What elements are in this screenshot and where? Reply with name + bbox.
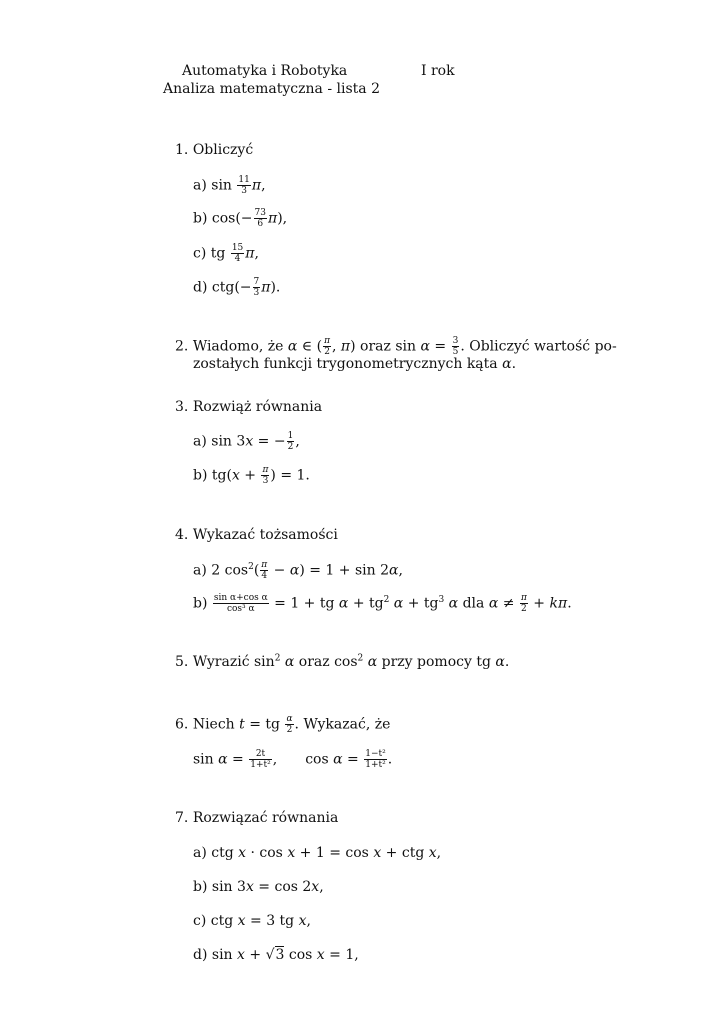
problem-3a: a) sin 3x = − $\frac{1}{2}$ ,: [193, 431, 300, 452]
problem-1c: c) tg $\frac{15}{4}$ π,: [193, 243, 259, 264]
fraction: $\frac{\text{sin α+cos α}}{\text{cos³ α}}$: [213, 593, 268, 614]
problem-4a: a) 2 $\cos^2$( $\frac{\pi}{4}$ − α) = 1 + sin 2α,: [193, 560, 403, 581]
problem-4-heading: 4. Wykazać tożsamości: [175, 527, 338, 543]
problem-6-heading: 6. Niech t = tg $\frac{\alpha}{2}$ . Wykazać, że: [175, 714, 391, 735]
fraction: $\frac{3}{5}$: [452, 336, 459, 357]
fraction: $\frac{11}{3}$: [238, 175, 250, 196]
problem-1a: a) sin $\frac{11}{3}$ π,: [193, 175, 266, 196]
problem-2-line-1: 2. Wiadomo, że α ∈ ( $\frac{\pi}{2}$ , π) oraz sin α = $\frac{3}{5}$ . Obliczyć wartość po-: [175, 336, 617, 357]
fraction: $\frac{\pi}{3}$: [262, 465, 269, 486]
fraction: $\frac{\pi}{4}$: [261, 560, 268, 581]
course-title: Analiza matematyczna - lista 2: [163, 81, 380, 97]
problem-7d: d) sin x + √3 cos x = 1,: [193, 947, 359, 963]
problem-4b: b) $\frac{\text{sin α+cos α}}{\text{cos³ α}}$ = 1 + tg $\alpha + tg^2$ $\alpha + tg^3$ α dla α ≠ $\frac{\pi}{2}$ + kπ.: [193, 593, 572, 614]
program-name: Automatyka i Robotyka: [182, 63, 348, 79]
fraction: $\frac{7}{3}$: [253, 277, 260, 298]
fraction: $\frac{2t}{\text{1+t²}}$: [250, 749, 271, 770]
fraction: $\frac{73}{6}$: [254, 208, 266, 229]
fraction: $\frac{15}{4}$: [231, 243, 244, 264]
fraction: $\frac{\text{1−t²}}{\text{1+t²}}$: [365, 749, 386, 770]
problem-7b: b) sin 3x = cos 2x,: [193, 879, 324, 895]
fraction: $\frac{\pi}{2}$: [520, 593, 527, 614]
problem-7-heading: 7. Rozwiązać równania: [175, 810, 339, 826]
problem-2-line-2: zostałych funkcji trygonometrycznych kąta α.: [193, 356, 517, 372]
year-label: I rok: [421, 63, 455, 79]
fraction: $\frac{\alpha}{2}$: [286, 714, 293, 735]
problem-6-formulas: sin α = $\frac{2t}{\text{1+t²}}$ , cos α = $\frac{\text{1−t²}}{\text{1+t²}}$ .: [193, 749, 393, 770]
fraction: $\frac{\pi}{2}$: [324, 336, 331, 357]
problem-7a: a) ctg x · cos x + 1 = cos x + ctg x,: [193, 845, 442, 861]
fraction: $\frac{1}{2}$: [287, 431, 294, 452]
problem-3b: b) tg(x + $\frac{\pi}{3}$ ) = 1.: [193, 465, 310, 486]
problem-7c: c) ctg x = 3 tg x,: [193, 913, 311, 929]
problem-5: 5. Wyrazić $\sin^2 \alpha$ oraz $\cos^2 \alpha$ przy pomocy tg α.: [175, 653, 510, 670]
problem-1d: d) ctg(− $\frac{7}{3}$ π).: [193, 277, 281, 298]
problem-1b: b) cos(− $\frac{73}{6}$ π),: [193, 208, 288, 229]
problem-1-heading: 1. Obliczyć: [175, 142, 254, 158]
problem-3-heading: 3. Rozwiąż równania: [175, 399, 323, 415]
